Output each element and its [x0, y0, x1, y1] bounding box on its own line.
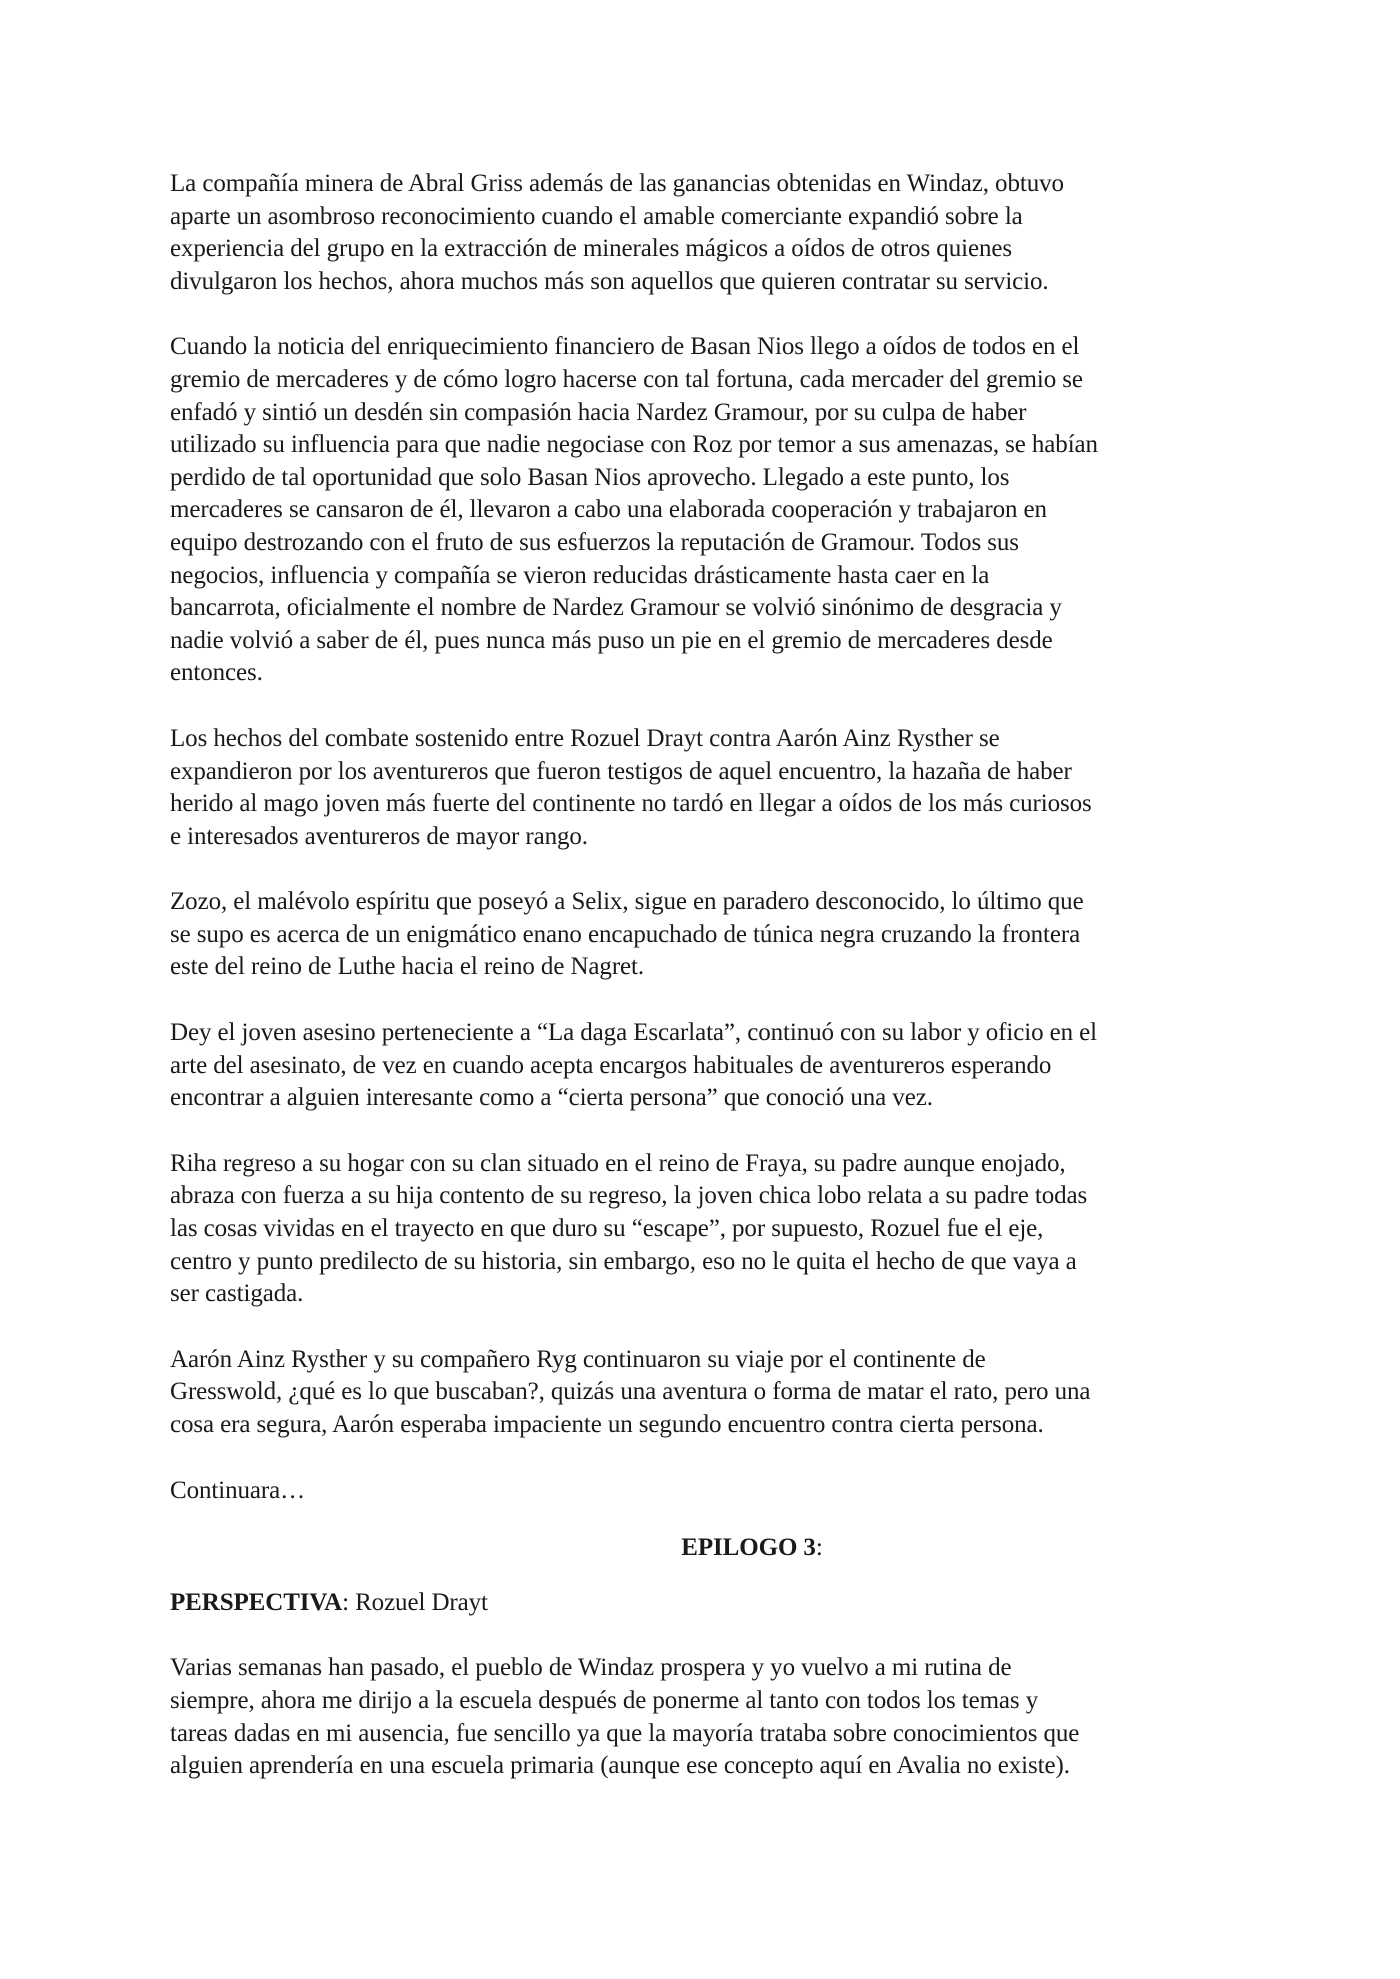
perspectiva-value: : Rozuel Drayt: [342, 1588, 488, 1616]
document-body: [170, 168, 1234, 1816]
text-line: experiencia del grupo en la extracción de minerales mágicos a oídos de otros quienes: [170, 235, 1012, 263]
text-line: tareas dadas en mi ausencia, fue sencillo ya que la mayoría trataba sobre conocimientos que: [170, 1719, 1080, 1747]
continuara-text: Continuara…: [170, 1476, 305, 1504]
text-line: Zozo, el malévolo espíritu que poseyó a Selix, sigue en paradero desconocido, lo último que: [170, 888, 1084, 916]
text-line: divulgaron los hechos, ahora muchos más son aquellos que quieren contratar su servicio.: [170, 267, 1049, 295]
text-line: e interesados aventureros de mayor rango.: [170, 822, 588, 850]
text-line: aparte un asombroso reconocimiento cuando el amable comerciante expandió sobre la: [170, 202, 1023, 230]
text-line: Riha regreso a su hogar con su clan situado en el reino de Fraya, su padre aunque enojado,: [170, 1149, 1066, 1177]
text-line: este del reino de Luthe hacia el reino de Nagret.: [170, 953, 645, 981]
text-line: encontrar a alguien interesante como a “cierta persona” que conoció una vez.: [170, 1084, 933, 1112]
text-line: Cuando la noticia del enriquecimiento financiero de Basan Nios llego a oídos de todos en el: [170, 333, 1080, 361]
text-line: Los hechos del combate sostenido entre Rozuel Drayt contra Aarón Ainz Rysther se: [170, 724, 1000, 752]
text-line: mercaderes se cansaron de él, llevaron a cabo una elaborada cooperación y trabajaron en: [170, 496, 1047, 524]
text-line: bancarrota, oficialmente el nombre de Nardez Gramour se volvió sinónimo de desgracia y: [170, 594, 1062, 622]
text-line: expandieron por los aventureros que fueron testigos de aquel encuentro, la hazaña de haber: [170, 757, 1072, 785]
paragraph-zozo: [170, 886, 1234, 984]
perspectiva-label: PERSPECTIVA: [170, 1588, 343, 1616]
text-line: La compañía minera de Abral Griss además de las ganancias obtenidas en Windaz, obtuvo: [170, 170, 1064, 197]
paragraph-mining-company: [170, 168, 1234, 298]
text-line: gremio de mercaderes y de cómo logro hacerse con tal fortuna, cada mercader del gremio se: [170, 365, 1083, 393]
epilogo-title: EPILOGO 3: [681, 1534, 816, 1562]
epilogo-colon: :: [815, 1534, 823, 1562]
text-line: Dey el joven asesino perteneciente a “La daga Escarlata”, continuó con su labor y oficio en el: [170, 1019, 1098, 1047]
text-line: entonces.: [170, 659, 263, 687]
text-line: utilizado su influencia para que nadie negociase con Roz por temor a sus amenazas, se habían: [170, 431, 1098, 459]
text-line: las cosas vividas en el trayecto en que duro su “escape”, por supuesto, Rozuel fue el eje,: [170, 1215, 1044, 1243]
perspectiva-line: [170, 1587, 1234, 1620]
text-line: nadie volvió a saber de él, pues nunca más puso un pie en el gremio de mercaderes desde: [170, 626, 1053, 654]
text-line: Varias semanas han pasado, el pueblo de Windaz prospera y yo vuelvo a mi rutina de: [170, 1654, 1012, 1682]
text-line: Aarón Ainz Rysther y su compañero Ryg continuaron su viaje por el continente de: [170, 1345, 986, 1373]
text-line: arte del asesinato, de vez en cuando acepta encargos habituales de aventureros esperando: [170, 1051, 1052, 1079]
epilogo-heading: [170, 1532, 1234, 1565]
text-line: herido al mago joven más fuerte del continente no tardó en llegar a oídos de los más curiosos: [170, 790, 1092, 818]
paragraph-riha: [170, 1148, 1234, 1311]
text-line: abraza con fuerza a su hija contento de su regreso, la joven chica lobo relata a su padre todas: [170, 1182, 1088, 1210]
text-line: alguien aprendería en una escuela primaria (aunque ese concepto aquí en Avalia no existe).: [170, 1752, 1070, 1780]
paragraph-aaron: [170, 1344, 1234, 1442]
text-line: se supo es acerca de un enigmático enano encapuchado de túnica negra cruzando la frontera: [170, 920, 1081, 948]
text-line: enfadó y sintió un desdén sin compasión hacia Nardez Gramour, por su culpa de haber: [170, 398, 1027, 426]
paragraph-combat: [170, 723, 1234, 853]
text-line: equipo destrozando con el fruto de sus esfuerzos la reputación de Gramour. Todos sus: [170, 528, 1019, 556]
text-line: ser castigada.: [170, 1280, 304, 1308]
text-line: perdido de tal oportunidad que solo Basan Nios aprovecho. Llegado a este punto, los: [170, 463, 1010, 491]
paragraph-dey: [170, 1017, 1234, 1115]
paragraph-merchants-guild: [170, 331, 1234, 690]
text-line: Gresswold, ¿qué es lo que buscaban?, quizás una aventura o forma de matar el rato, pero una: [170, 1378, 1091, 1406]
text-line: centro y punto predilecto de su historia, sin embargo, eso no le quita el hecho de que vaya a: [170, 1247, 1077, 1275]
text-line: siempre, ahora me dirijo a la escuela después de ponerme al tanto con todos los temas y: [170, 1686, 1039, 1714]
paragraph-final: [170, 1652, 1234, 1782]
text-line: negocios, influencia y compañía se vieron reducidas drásticamente hasta caer en la: [170, 561, 990, 589]
text-line: cosa era segura, Aarón esperaba impaciente un segundo encuentro contra cierta persona.: [170, 1411, 1044, 1438]
